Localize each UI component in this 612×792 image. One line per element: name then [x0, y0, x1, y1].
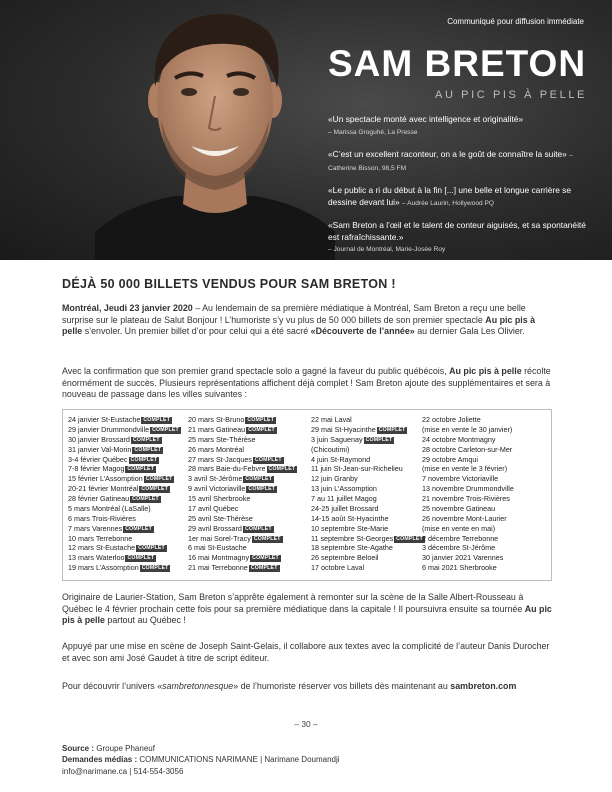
- tour-date-row: [422, 435, 550, 445]
- tour-date-text: 21 novembre Trois-Rivières: [422, 494, 510, 503]
- tour-date-row: [311, 563, 421, 573]
- sold-out-badge: COMPLET: [145, 476, 173, 483]
- sold-out-badge: COMPLET: [378, 426, 406, 433]
- tour-date-text: 16 mai Montmagny: [188, 553, 250, 563]
- tour-date-text: 24 octobre Montmagny: [422, 434, 496, 444]
- tour-date-text: 7 au 11 juillet Magog: [311, 494, 377, 503]
- tour-date-text: (mise en vente en mai): [422, 523, 496, 533]
- tour-dates-column: [68, 415, 186, 573]
- sold-out-badge: COMPLET: [141, 486, 169, 493]
- tour-date-text: 6 mai St-Eustache: [188, 543, 247, 553]
- tour-date-row: [422, 445, 550, 455]
- tour-dates-column: [311, 415, 421, 573]
- headline: DÉJÀ 50 000 BILLETS VENDUS POUR SAM BRETON !: [62, 277, 396, 291]
- tour-date-text: 15 avril Sherbrooke: [188, 494, 251, 503]
- sold-out-badge: COMPLET: [244, 525, 272, 532]
- tour-date-text: 4 juin St-Raymond: [311, 454, 371, 464]
- tour-date-row: [311, 504, 421, 514]
- sold-out-badge: COMPLET: [138, 545, 165, 552]
- paragraph-intro: Montréal, Jeudi 23 janvier 2020 – Au lendemain de sa première médiatique à Montréal, Sam Breton a reçu une belle surprise sur le plateau de Salut Bonjour ! L’humoriste s’y vu plus de 50 000 billets de son premier spectacle Au pic pis à pelle s’envoler. Un premier billet d’or pour celui qui a été sacré «Découverte de l’année» au dernier Gala Les Olivier.: [62, 303, 536, 337]
- sold-out-badge: COMPLET: [248, 486, 276, 493]
- show-name: Au pic pis à pelle: [449, 366, 522, 376]
- sold-out-badge: COMPLET: [245, 476, 273, 483]
- tour-date-row: [311, 474, 421, 484]
- tour-date-text: 13 mars Waterloo: [68, 553, 125, 563]
- tour-date-row: [188, 445, 308, 455]
- tour-date-row: [311, 494, 421, 504]
- tour-date-text: 26 septembre Beloeil: [311, 553, 379, 563]
- sold-out-badge: COMPLET: [250, 565, 278, 572]
- show-title: AU PIC PIS À PELLE: [435, 89, 587, 101]
- tour-date-row: [68, 474, 186, 484]
- sold-out-badge: COMPLET: [247, 417, 275, 423]
- tour-dates-column: [188, 415, 308, 573]
- tour-date-row: [311, 435, 421, 445]
- hashtag-word: sambretonnesque: [162, 681, 234, 691]
- tour-date-row: [311, 543, 421, 553]
- sold-out-badge: COMPLET: [141, 565, 169, 572]
- sold-out-badge: COMPLET: [134, 446, 162, 453]
- tour-date-text: 29 octobre Amqui: [422, 454, 478, 464]
- tour-date-row: [68, 484, 186, 494]
- sold-out-badge: COMPLET: [130, 456, 158, 463]
- tour-date-text: 27 mars St-Jacques: [188, 454, 252, 464]
- tour-date-text: 21 mai Terrebonne: [188, 563, 248, 573]
- tour-date-row: [422, 474, 550, 484]
- sold-out-badge: COMPLET: [248, 426, 275, 433]
- tour-date-row: [188, 425, 308, 435]
- tour-date-row: [422, 455, 550, 465]
- tour-date-text: 12 juin Granby: [311, 474, 358, 484]
- release-label: Communiqué pour diffusion immédiate: [447, 17, 584, 26]
- tour-date-text: 5 mars Montréal (LaSalle): [68, 503, 151, 513]
- sold-out-badge: COMPLET: [152, 426, 179, 433]
- tour-date-row: [422, 534, 550, 544]
- tour-date-row: [188, 464, 308, 474]
- tour-date-row: [311, 455, 421, 465]
- media-label: Demandes médias :: [62, 755, 138, 765]
- tour-date-text: 28 octobre Carleton-sur-Mer: [422, 444, 513, 454]
- tour-date-row: [188, 474, 308, 484]
- tour-date-row: [422, 553, 550, 563]
- tour-date-text: 11 juin St-Jean-sur-Richelieu: [311, 464, 403, 474]
- paragraph-credits: Appuyé par une mise en scène de Joseph Saint-Gelais, il collabore aux textes avec la complicité de l’auteur Danis Durocher et avec son ami José Gaudet à titre de script éditeur.: [62, 641, 550, 663]
- tour-date-row: [422, 514, 550, 524]
- sold-out-badge: COMPLET: [127, 555, 155, 562]
- sold-out-badge: COMPLET: [396, 535, 423, 542]
- artist-name: SAM BRETON: [328, 43, 587, 84]
- tour-date-text: 26 novembre Mont-Laurier: [422, 513, 507, 523]
- sold-out-badge: COMPLET: [143, 417, 171, 423]
- tour-date-row: [68, 435, 186, 445]
- tour-date-row: [68, 415, 186, 425]
- tour-date-row: [422, 494, 550, 504]
- tour-date-text: 14-15 août St-Hyacinthe: [311, 513, 389, 523]
- tour-date-text: 17 avril Québec: [188, 503, 239, 513]
- tour-date-row: [68, 514, 186, 524]
- press-quote: «Un spectacle monté avec intelligence et originalité» – Marissa Groguhé, La Presse: [328, 114, 524, 136]
- press-quote: «Sam Breton a l’œil et le talent de conteur aiguisés, et sa spontanéité est rafraîchissante.» – Journal de Montréal, Marie-Josée Roy: [328, 220, 586, 253]
- sold-out-badge: COMPLET: [132, 436, 160, 443]
- tour-date-row: [422, 563, 550, 573]
- tour-date-text: (mise en vente le 30 janvier): [422, 424, 513, 434]
- tour-date-row: [68, 534, 186, 544]
- tour-date-row: [188, 543, 308, 553]
- sold-out-badge: COMPLET: [132, 496, 159, 502]
- tour-date-text: 17 octobre Laval: [311, 563, 365, 573]
- tour-dates-table: [62, 409, 552, 581]
- footer-contact: [62, 743, 340, 777]
- tour-date-row: [68, 445, 186, 455]
- tour-date-row: [188, 524, 308, 534]
- tour-date-text: 3 décembre St-Jérôme: [422, 543, 496, 553]
- tour-date-row: [188, 563, 308, 573]
- paragraph-quebec: Originaire de Laurier-Station, Sam Breton s’apprête également à remonter sur la scène de la Salle Albert-Rousseau à Québec le 4 février prochain cette fois pour sa première médiatique dans la capitale ! Il poursuivra ensuite sa tournée Au pic pis à pelle partout au Québec !: [62, 592, 552, 626]
- tour-date-row: [68, 553, 186, 563]
- show-name: Au pic pis à pelle: [62, 603, 552, 626]
- tour-date-text: 25 avril Ste-Thérèse: [188, 513, 253, 523]
- artist-photo: [95, 0, 335, 260]
- tour-date-text: 1er mai Sorel-Tracy: [188, 533, 251, 543]
- tour-date-text: 3-4 février Québec: [68, 454, 128, 464]
- tour-date-row: [188, 435, 308, 445]
- sold-out-badge: COMPLET: [254, 456, 282, 463]
- tour-date-row: [188, 553, 308, 563]
- tour-date-row: [311, 524, 421, 534]
- tour-date-row: [68, 455, 186, 465]
- tour-date-row: [422, 484, 550, 494]
- tour-date-row: [311, 484, 421, 494]
- tour-date-row: [188, 484, 308, 494]
- paragraph-tickets: Pour découvrir l’univers «sambretonnesque» de l’humoriste réserver vos billets dès maintenant au sambreton.com: [62, 681, 517, 691]
- end-marker: – 30 –: [294, 719, 318, 729]
- source-value: Groupe Phaneuf: [94, 744, 155, 753]
- website-link[interactable]: sambreton.com: [450, 681, 517, 691]
- press-quotes: [328, 114, 598, 260]
- tour-date-text: 30 janvier 2021 Varennes: [422, 553, 504, 563]
- dateline: Montréal, Jeudi 23 janvier 2020: [62, 303, 193, 313]
- tour-date-row: [311, 425, 421, 435]
- tour-date-row: [188, 534, 308, 544]
- press-quote: «Le public a ri du début à la fin [...] une belle et longue carrière se dessine devant lui» – Audrée Laurin, Hollywood PQ: [328, 185, 572, 207]
- tour-date-row: [311, 534, 421, 544]
- tour-date-text: 18 septembre Ste-Agathe: [311, 543, 393, 553]
- tour-date-text: 30 janvier Brossard: [68, 434, 130, 444]
- tour-date-text: 31 janvier Val-Morin: [68, 444, 132, 454]
- tour-dates-column: [422, 415, 550, 573]
- tour-date-row: [311, 464, 421, 474]
- tour-date-text: 11 septembre St-Georges: [311, 533, 394, 543]
- award-name: «Découverte de l’année»: [310, 326, 415, 337]
- tour-date-text: 19 mars L’Assomption: [68, 563, 139, 573]
- tour-date-text: 15 février L’Assomption: [68, 474, 143, 484]
- tour-date-row: [422, 415, 550, 425]
- tour-date-text: 25 mars Ste-Thérèse: [188, 434, 256, 444]
- tour-date-row: [68, 563, 186, 573]
- show-name: Au pic pis à pelle: [62, 314, 536, 337]
- tour-date-text: 20 mars St-Bruno: [188, 415, 245, 424]
- tour-date-text: 6 mai 2021 Sherbrooke: [422, 563, 497, 573]
- tour-date-row: [422, 425, 550, 435]
- tour-date-row: [188, 504, 308, 514]
- tour-date-text: (Chicoutimi): [311, 444, 350, 454]
- tour-date-text: 13 novembre Drummondville: [422, 484, 514, 494]
- sold-out-badge: COMPLET: [252, 555, 279, 562]
- source-label: Source :: [62, 744, 95, 753]
- tour-date-row: [68, 494, 186, 504]
- tour-date-row: [311, 514, 421, 524]
- paragraph-success: Avec la confirmation que son premier grand spectacle solo a gagné la faveur du public québécois, Au pic pis à pelle récolte énormément de succès. Plusieurs représentations affichent déjà complet ! Sam Breton ajoute des supplémentaires et sera à nouveau de passage dans les villes suivantes :: [62, 366, 551, 400]
- tour-date-row: [68, 464, 186, 474]
- tour-date-row: [188, 415, 308, 425]
- sold-out-badge: COMPLET: [127, 466, 155, 473]
- tour-date-row: [422, 543, 550, 553]
- press-quote: «C’est un excellent raconteur, on a le goût de connaître la suite» – Catherine Bisson, 98,5 FM: [328, 149, 573, 172]
- tour-date-row: [68, 543, 186, 553]
- tour-date-text: 20-21 février Montréal: [68, 484, 139, 494]
- tour-date-text: 25 novembre Gatineau: [422, 503, 496, 513]
- tour-date-text: 3 juin Saguenay: [311, 434, 363, 444]
- sold-out-badge: COMPLET: [365, 436, 393, 443]
- contact-info[interactable]: info@narimane.ca | 514-554-3056: [62, 766, 184, 776]
- media-value: COMMUNICATIONS NARIMANE | Narimane Doumandji: [137, 755, 340, 765]
- tour-date-row: [422, 464, 550, 474]
- tour-date-text: 24-25 juillet Brossard: [311, 503, 379, 513]
- tour-date-text: 7-8 février Magog: [68, 464, 125, 474]
- tour-date-text: (mise en vente le 3 février): [422, 464, 508, 474]
- tour-date-text: 22 octobre Joliette: [422, 415, 481, 424]
- tour-date-text: 6 mars Trois-Rivières: [68, 513, 136, 523]
- tour-date-row: [311, 415, 421, 425]
- tour-date-row: [68, 425, 186, 435]
- tour-date-row: [68, 524, 186, 534]
- tour-date-row: [188, 514, 308, 524]
- tour-date-text: 29 mai St-Hyacinthe: [311, 424, 376, 434]
- tour-date-text: 24 janvier St-Eustache: [68, 415, 141, 424]
- tour-date-row: [311, 445, 421, 455]
- tour-date-text: 13 juin L’Assomption: [311, 484, 377, 494]
- tour-date-row: [68, 504, 186, 514]
- tour-date-text: 26 mars Montréal: [188, 444, 244, 454]
- sold-out-badge: COMPLET: [125, 525, 152, 532]
- tour-date-row: [188, 494, 308, 504]
- tour-date-text: 12 mars St-Eustache: [68, 543, 136, 553]
- tour-date-text: 7 novembre Victoriaville: [422, 474, 499, 484]
- tour-date-text: 21 mars Gatineau: [188, 424, 246, 434]
- tour-date-row: [422, 504, 550, 514]
- tour-date-text: 3 avril St-Jérôme: [188, 474, 243, 484]
- tour-date-text: 9 avril Victoriaville: [188, 484, 246, 494]
- tour-date-text: 28 mars Baie-du-Febvre: [188, 464, 266, 474]
- tour-date-text: 29 avril Brossard: [188, 523, 242, 533]
- sold-out-badge: COMPLET: [253, 535, 281, 542]
- tour-date-row: [311, 553, 421, 563]
- header-banner: [0, 0, 612, 260]
- tour-date-text: 10 septembre Ste-Marie: [311, 523, 389, 533]
- tour-date-text: 29 janvier Drummondville: [68, 424, 150, 434]
- tour-date-row: [422, 524, 550, 534]
- tour-date-text: 28 février Gatineau: [68, 494, 130, 503]
- tour-date-text: 2 décembre Terrebonne: [422, 533, 499, 543]
- tour-date-row: [188, 455, 308, 465]
- tour-date-text: 22 mai Laval: [311, 415, 352, 424]
- sold-out-badge: COMPLET: [268, 466, 296, 473]
- tour-date-text: 7 mars Varennes: [68, 523, 123, 533]
- tour-date-text: 10 mars Terrebonne: [68, 533, 133, 543]
